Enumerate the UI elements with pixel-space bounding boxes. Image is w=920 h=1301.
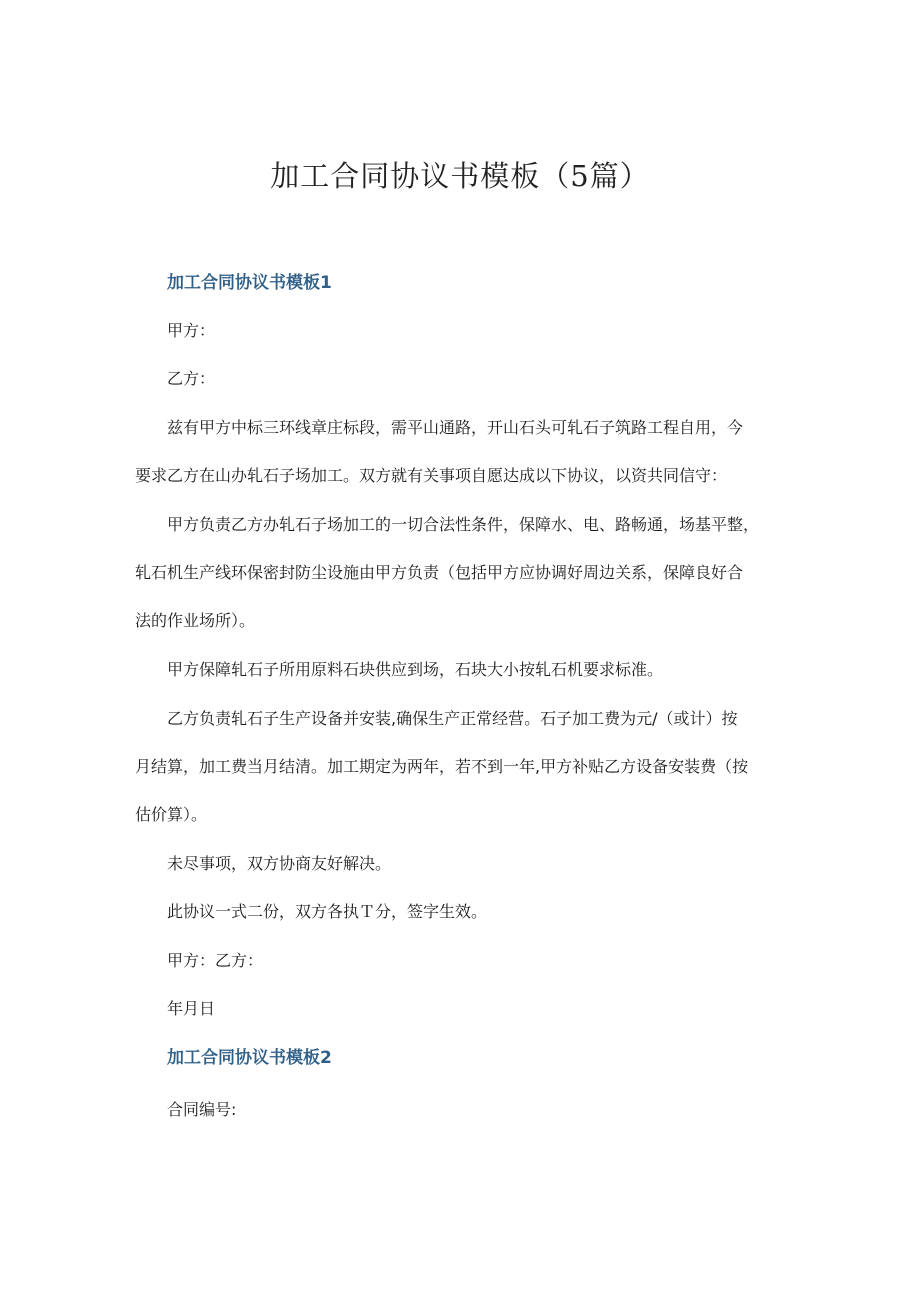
paragraph-line: 兹有甲方中标三环线章庄标段，需平山通路，开山石头可轧石子筑路工程自用，今 [167,418,744,437]
paragraph-line: 甲方负责乙方办轧石子场加工的一切合法性条件，保障水、电、路畅通，场基平整， [167,515,760,534]
paragraph-line: 要求乙方在山办轧石子场加工。双方就有关事项自愿达成以下协议，以资共同信守： [135,466,728,485]
paragraph-line: 此协议一式二份，双方各执Ｔ分，签字生效。 [167,902,488,921]
signature-line: 甲方：乙方： [167,951,264,970]
paragraph-line: 乙方负责轧石子生产设备并安装,确保生产正常经营。石子加工费为元/（或计）按 [167,709,738,728]
party-b-label: 乙方： [167,369,216,388]
paragraph-line: 未尽事项，双方协商友好解决。 [167,854,392,873]
party-a-label: 甲方： [167,321,216,340]
contract-number-label: 合同编号: [167,1100,237,1119]
paragraph-line: 轧石机生产线环保密封防尘设施由甲方负责（包括甲方应协调好周边关系，保障良好合 [135,563,744,582]
section-heading-2: 加工合同协议书模板2 [167,1048,332,1068]
paragraph-line: 法的作业场所）。 [135,611,256,630]
date-line: 年月日 [167,999,216,1018]
paragraph-line: 月结算，加工费当月结清。加工期定为两年，若不到一年,甲方补贴乙方设备安装费（按 [135,757,749,776]
paragraph-line: 甲方保障轧石子所用原料石块供应到场，石块大小按轧石机要求标准。 [167,660,664,679]
paragraph-line: 估价算）。 [135,805,208,824]
document-title: 加工合同协议书模板（5篇） [270,159,650,193]
section-heading-1: 加工合同协议书模板1 [167,273,332,293]
